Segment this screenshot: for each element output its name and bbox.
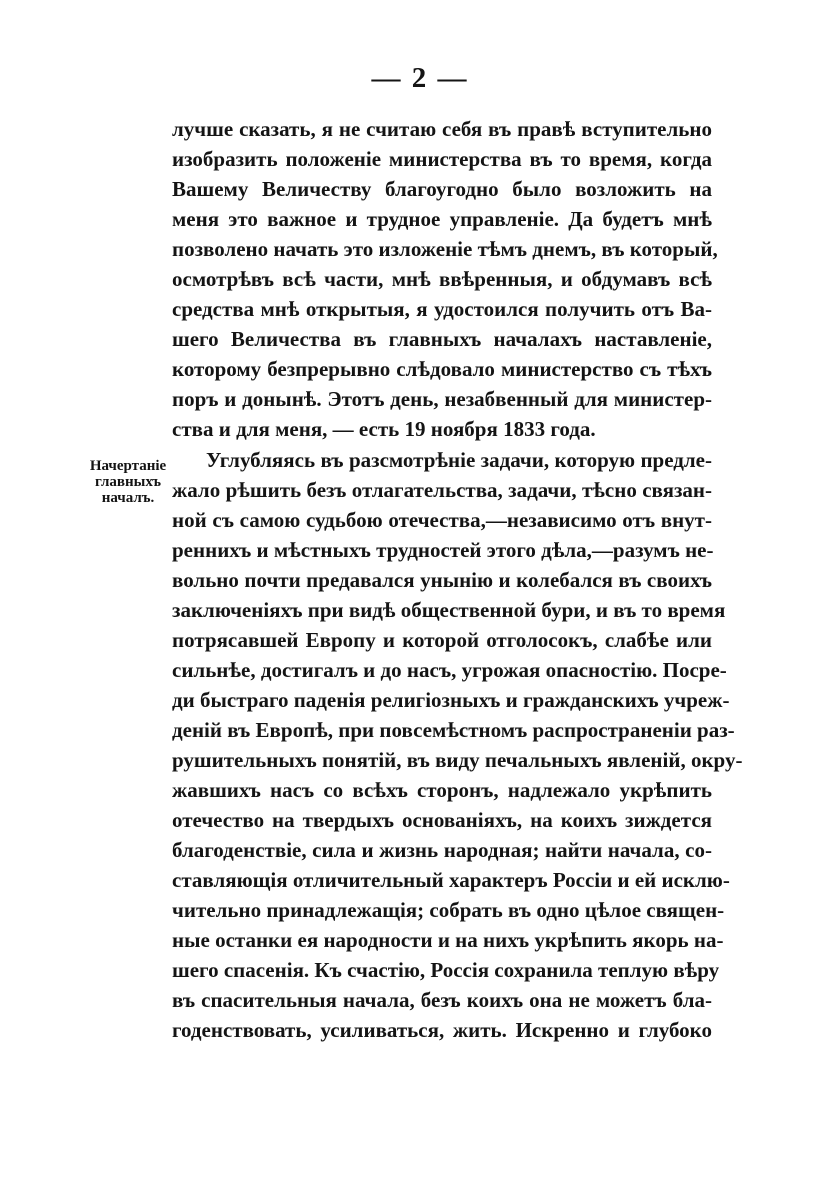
text-line: лучше сказать, я не считаю себя въ правѣ вступительно [172, 117, 712, 141]
text-line: ди быстраго паденія религіозныхъ и гражданскихъ учреж- [172, 688, 730, 712]
margin-note-line: Начертаніе [89, 458, 167, 474]
text-line: ной съ самою судьбою отечества,—независимо отъ внут- [172, 508, 712, 532]
text-line: изобразить положеніе министерства въ то время, когда [172, 147, 712, 171]
text-line: благоденствіе, сила и жизнь народная; найти начала, со- [172, 838, 712, 862]
text-line: поръ и донынѣ. Этотъ день, незабвенный для министер- [172, 387, 712, 411]
text-line: жало рѣшить безъ отлагательства, задачи, тѣсно связан- [172, 478, 712, 502]
margin-note-line: началъ. [101, 490, 155, 506]
text-line: годенствовать, усиливаться, жить. Искренно и глубоко [172, 1018, 712, 1042]
text-line: которому безпрерывно слѣдовало министерство съ тѣхъ [172, 357, 712, 381]
text-line: сильнѣе, достигалъ и до насъ, угрожая опасностію. Посре- [172, 658, 727, 682]
body-text [172, 114, 743, 1045]
text-line: потрясавшей Европу и которой отголосокъ, слабѣе или [172, 628, 712, 652]
text-line: въ спасительныя начала, безъ коихъ она не можетъ бла- [172, 988, 712, 1012]
text-line: заключеніяхъ при видѣ общественной бури, и въ то время [172, 598, 726, 622]
text-line: реннихъ и мѣстныхъ трудностей этого дѣла,—разумъ не- [172, 538, 714, 562]
text-line: чительно принадлежащія; собрать въ одно цѣлое священ- [172, 898, 725, 922]
margin-note-line: главныхъ [94, 474, 162, 490]
text-line: жавшихъ насъ со всѣхъ сторонъ, надлежало укрѣпить [172, 778, 712, 802]
paragraph-2 [172, 445, 743, 1045]
text-line: Вашему Величеству благоугодно было возложить на [172, 177, 712, 201]
margin-note [86, 458, 170, 506]
text-line: вольно почти предавался унынію и колебался въ своихъ [172, 568, 712, 592]
text-line: ства и для меня, — есть 19 ноября 1833 года. [172, 417, 596, 441]
text-line: деній въ Европѣ, при повсемѣстномъ распространеніи раз- [172, 718, 735, 742]
text-line: отечество на твердыхъ основаніяхъ, на коихъ зиждется [172, 808, 712, 832]
text-line: Углубляясь въ разсмотрѣніе задачи, которую предле- [206, 448, 712, 472]
page-number: — 2 — [371, 62, 469, 94]
text-line: ставляющія отличительный характеръ Россіи и ей исклю- [172, 868, 730, 892]
text-line: ные останки ея народности и на нихъ укрѣпить якорь на- [172, 928, 724, 952]
text-line: меня это важное и трудное управленіе. Да будетъ мнѣ [172, 207, 712, 231]
text-line: шего Величества въ главныхъ началахъ наставленіе, [172, 327, 712, 351]
text-line: позволено начать это изложеніе тѣмъ днемъ, въ который, [172, 237, 718, 261]
text-line: рушительныхъ понятій, въ виду печальныхъ явленій, окру- [172, 748, 743, 772]
text-line: шего спасенія. Къ счастію, Россія сохранила теплую вѣру [172, 958, 720, 982]
text-line: осмотрѣвъ всѣ части, мнѣ ввѣренныя, и обдумавъ всѣ [172, 267, 712, 291]
text-line: средства мнѣ открытыя, я удостоился получить отъ Ва- [172, 297, 712, 321]
paragraph-1 [172, 114, 718, 444]
